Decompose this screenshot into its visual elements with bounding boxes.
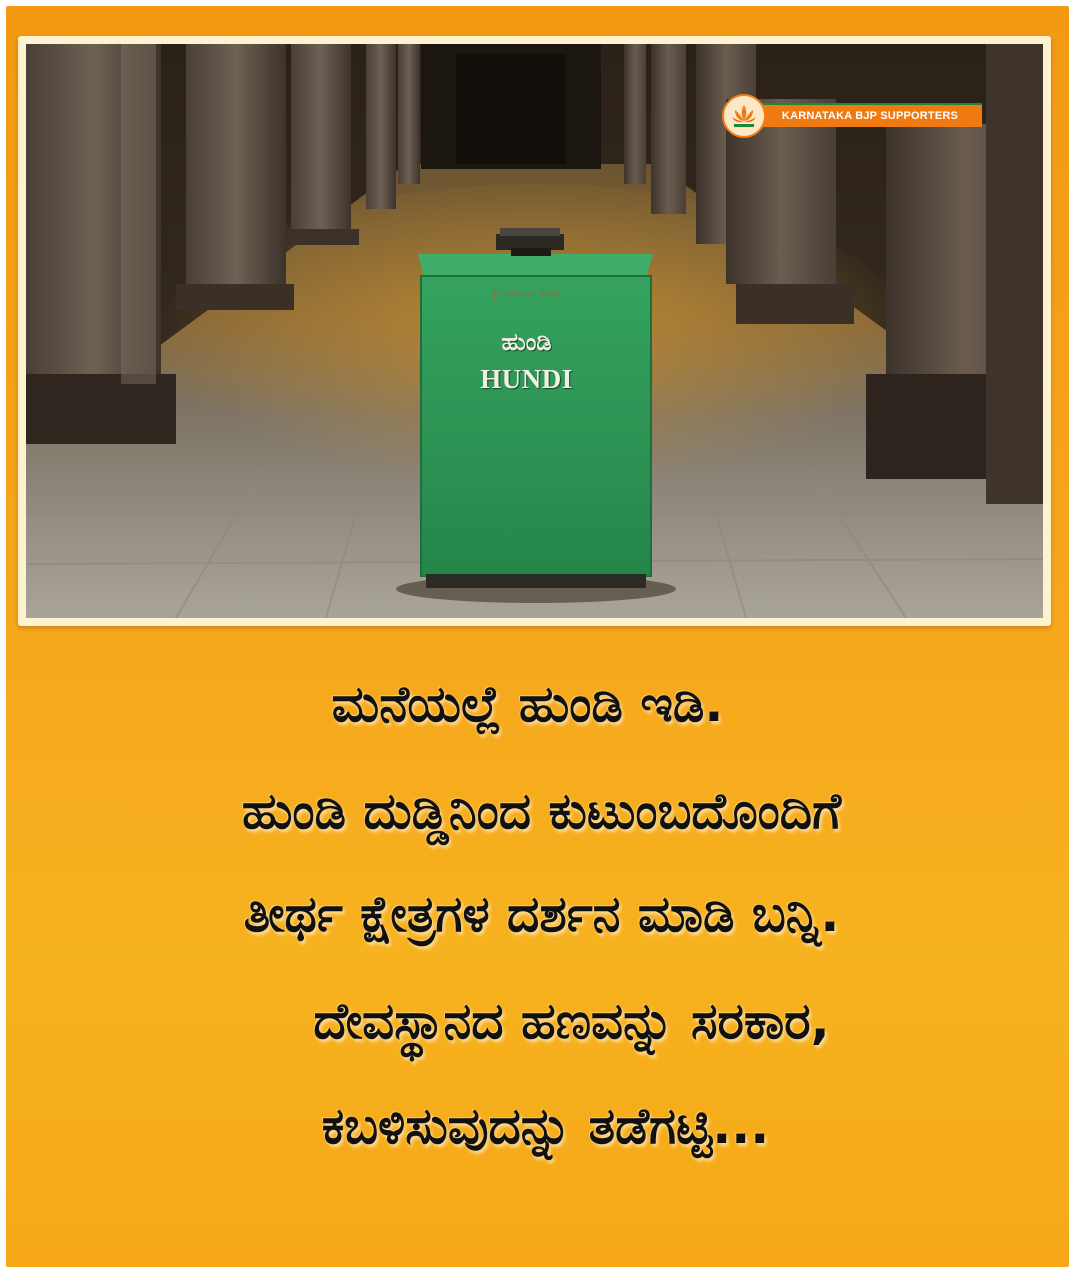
logo-text: KARNATAKA BJP SUPPORTERS [758,103,982,127]
message-line-5: ಕಬಳಿಸುವುದನ್ನು ತಡೆಗಟ್ಟಿ... [321,1097,770,1155]
hundi-label-kannada: ಹುಂಡಿ [501,328,552,356]
lotus-icon [722,94,766,138]
poster [6,6,1069,1267]
message-line-2: ಹುಂಡಿ ದುಡ್ಡಿನಿಂದ ಕುಟುಂಬದೊಂದಿಗೆ [241,782,842,840]
hundi-box-header: ಶ್ರೀ ದೇವಸ್ಥಾನ ಹುಂಡಿ [492,288,560,299]
karnataka-bjp-supporters-logo [722,94,984,138]
hundi-label-english: HUNDI [480,364,573,394]
message-line-1: ಮನೆಯಲ್ಲೆ ಹುಂಡಿ ಇಡಿ. [331,675,724,733]
message-line-3: ತೀರ್ಥ ಕ್ಷೇತ್ರಗಳ ದರ್ಶನ ಮಾಡಿ ಬನ್ನಿ. [243,885,840,943]
message-line-4: ದೇವಸ್ಥಾನದ ಹಣವನ್ನು ಸರಕಾರ, [313,992,830,1050]
photo-frame [18,36,1051,626]
